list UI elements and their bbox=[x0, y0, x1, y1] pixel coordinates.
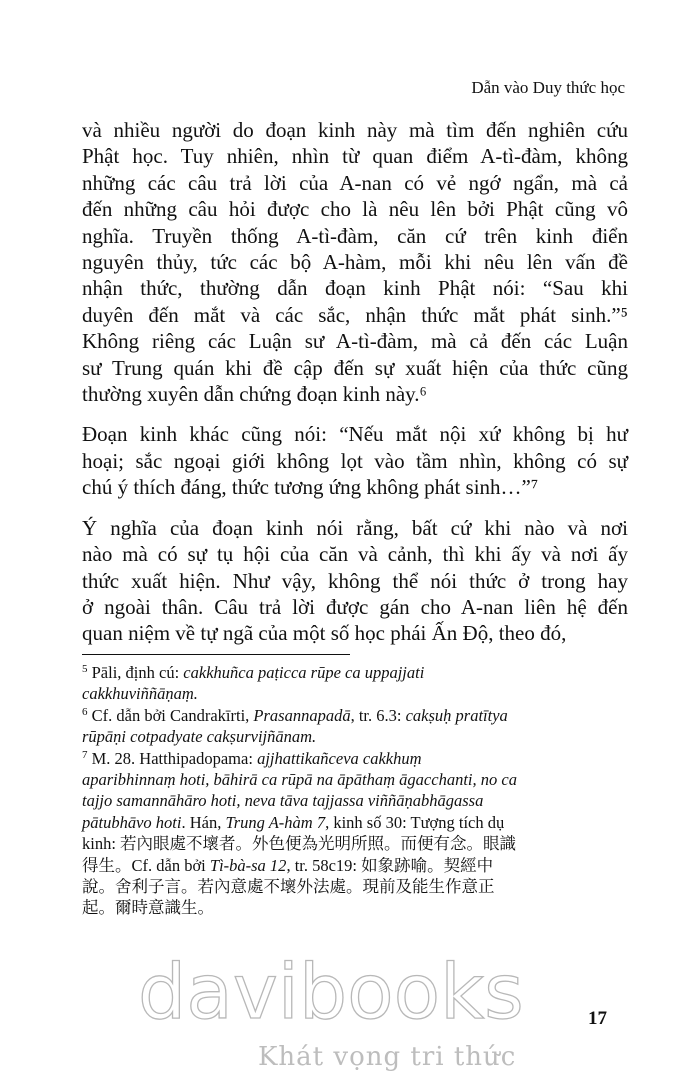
fn-text: Tì-bà-sa 12 bbox=[209, 855, 287, 875]
text-line: nào mà có sự tụ hội của căn và cảnh, thì khi ấy và nơi ấy bbox=[82, 542, 628, 567]
fn-text: M. 28. Hatthipadopama: bbox=[91, 748, 258, 768]
fn-text: tajjo samannāhāro hoti, neva tāva tajjassa viññāṇabhāgassa bbox=[82, 791, 484, 811]
footnote-7-cont bbox=[82, 833, 628, 854]
body-text bbox=[82, 117, 628, 661]
fn-text: pātubhāvo hoti bbox=[82, 812, 182, 832]
fn-text: 起。爾時意識生。 bbox=[82, 898, 214, 918]
text-line: ở ngoài thân. Câu trả lời được gán cho A-nan liên hệ đến bbox=[82, 594, 628, 619]
fn-text: . Hán, bbox=[181, 812, 226, 832]
fn-text: , tr. 58c19: 如象跡喻。契經中 bbox=[286, 855, 494, 875]
footnote-5 bbox=[82, 662, 628, 683]
paragraph bbox=[82, 515, 628, 647]
watermark-brand: davibooks bbox=[138, 947, 524, 1036]
footnote-7-cont bbox=[82, 790, 628, 811]
text-line: nguyên thủy, tức các bộ A-hàm, mỗi khi nêu lên vấn đề bbox=[82, 250, 628, 275]
fn-text: 得生。Cf. dẫn bởi bbox=[82, 855, 210, 875]
page-number: 17 bbox=[588, 1008, 607, 1029]
text-line: và nhiều người do đoạn kinh này mà tìm đến nghiên cứu bbox=[82, 118, 628, 142]
footnote-marker: 6 bbox=[82, 705, 88, 718]
footnote-7-cont bbox=[82, 897, 628, 918]
fn-text: aparibhinnaṃ hoti, bāhirā ca rūpā na āpāthaṃ āgacchanti, no ca bbox=[82, 770, 517, 790]
text-line: thức xuất hiện. Như vậy, không thể nói thức ở trong hay bbox=[82, 568, 628, 593]
text-line: những các câu trả lời của A-nan có vẻ ngớ ngẩn, mà cả bbox=[82, 170, 628, 195]
fn-text: , tr. 6.3: bbox=[350, 705, 406, 725]
text-line: Đoạn kinh khác cũng nói: “Nếu mắt nội xứ không bị hư bbox=[82, 422, 628, 447]
footnote-6-cont bbox=[82, 726, 628, 747]
text-line: đến những câu hỏi được cho là nêu lên bởi Phật cũng vô bbox=[82, 197, 628, 222]
footnote-marker: 7 bbox=[82, 748, 88, 761]
text-line: nghĩa. Truyền thống A-tì-đàm, căn cứ trên kinh điển bbox=[82, 223, 628, 248]
footnote-7-cont bbox=[82, 769, 628, 790]
fn-text: kinh: 若內眼處不壞者。外色便為光明所照。而便有念。眼識 bbox=[82, 834, 517, 854]
paragraph bbox=[82, 117, 628, 407]
footnote-marker: 5 bbox=[82, 663, 88, 675]
paragraph bbox=[82, 421, 628, 500]
fn-text: Cf. dẫn bởi Candrakīrti, bbox=[91, 705, 254, 725]
fn-text: Pāli, định cú: bbox=[91, 663, 184, 682]
footnote-6 bbox=[82, 705, 628, 726]
footnote-5-cont bbox=[82, 683, 628, 704]
running-header: Dẫn vào Duy thức học bbox=[471, 78, 625, 97]
text-line: Không riêng các Luận sư A-tì-đàm, mà cả đến các Luận bbox=[82, 329, 628, 354]
text-line: hoại; sắc ngoại giới không lọt vào tầm nhìn, không có sự bbox=[82, 448, 628, 473]
text-line: thường xuyên dẫn chứng đoạn kinh này.⁶ bbox=[82, 382, 427, 407]
footnote-7-cont bbox=[82, 812, 628, 833]
text-line: sư Trung quán khi đề cập đến sự xuất hiện của thức cũng bbox=[82, 355, 628, 380]
text-line: Phật học. Tuy nhiên, nhìn từ quan điểm A-tì-đàm, không bbox=[82, 144, 628, 169]
text-line: nhận thức, thường dẫn đoạn kinh Phật nói: “Sau khi bbox=[82, 276, 628, 301]
fn-text: ajjhattikañceva cakkhuṃ bbox=[257, 748, 422, 768]
text-line: chú ý thích đáng, thức tương ứng không phát sinh…”⁷ bbox=[82, 475, 539, 500]
text-line: duyên đến mắt và các sắc, nhận thức mắt phát sinh.”⁵ bbox=[82, 302, 628, 327]
fn-text: cakkhuviññāṇaṃ. bbox=[82, 684, 198, 704]
fn-text: cakṣuḥ pratītya bbox=[405, 705, 508, 725]
footnote-7-cont bbox=[82, 876, 628, 897]
fn-text: , kinh số 30: Tượng tích dụ bbox=[325, 812, 505, 832]
fn-text: rūpāṇi cotpadyate cakṣurvijñānam. bbox=[82, 727, 317, 747]
footnote-7 bbox=[82, 748, 628, 769]
footnote-divider bbox=[82, 654, 350, 655]
watermark-slogan: Khát vọng tri thức bbox=[258, 1042, 517, 1072]
fn-text: Prasannapadā bbox=[253, 705, 351, 725]
fn-text: Trung A-hàm 7 bbox=[225, 812, 326, 832]
fn-text: cakkhuñca paṭicca rūpe ca uppajjati bbox=[183, 663, 425, 682]
text-line: Ý nghĩa của đoạn kinh nói rằng, bất cứ khi nào và nơi bbox=[82, 515, 628, 540]
text-line: quan niệm về tự ngã của một số học phái Ấn Độ, theo đó, bbox=[82, 621, 567, 646]
footnotes bbox=[82, 662, 628, 919]
footnote-7-cont bbox=[82, 855, 628, 876]
fn-text: 說。舍利子言。若內意處不壞外法處。現前及能生作意正 bbox=[82, 877, 495, 897]
